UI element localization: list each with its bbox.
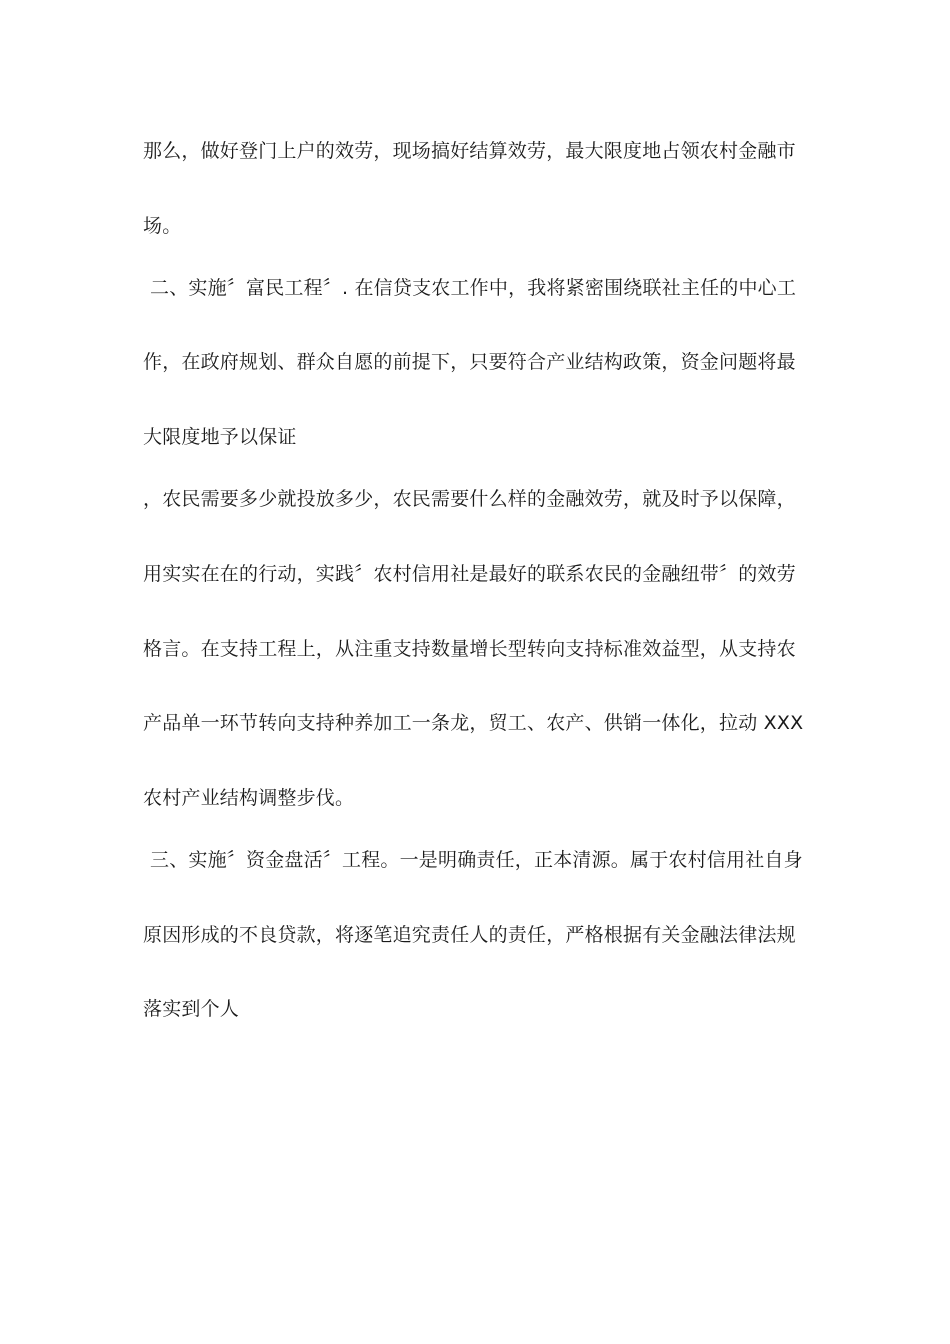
paragraph-line: 农村产业结构调整步伐。 — [143, 787, 355, 809]
paragraph-line: 大限度地予以保证 — [143, 426, 297, 448]
paragraph-line: 原因形成的不良贷款，将逐笔追究责任人的责任，严格根据有关金融法律法规 — [143, 924, 796, 946]
paragraph-line: 那么，做好登门上户的效劳，现场搞好结算效劳，最大限度地占领农村金融市 — [143, 140, 796, 162]
paragraph-line: 场。 — [143, 215, 182, 237]
section-heading-line: 三、实施〞资金盘活〞工程。一是明确责任，正本清源。属于农村信用社自身 — [150, 849, 803, 871]
paragraph-line: 作，在政府规划、群众自愿的前提下，只要符合产业结构政策，资金问题将最 — [143, 351, 796, 373]
paragraph-line: 产品单一环节转向支持种养加工一条龙，贸工、农产、供销一体化，拉动 XXX — [143, 712, 804, 734]
paragraph-line: 落实到个人 — [143, 998, 240, 1020]
paragraph-line: ，农民需要多少就投放多少，农民需要什么样的金融效劳，就及时予以保障， — [143, 488, 796, 510]
section-heading-line: 二、实施〞富民工程〞. 在信贷支农工作中，我将紧密围绕联社主任的中心工 — [150, 277, 797, 299]
paragraph-line: 格言。在支持工程上，从注重支持数量增长型转向支持标准效益型，从支持农 — [143, 638, 796, 660]
paragraph-line: 用实实在在的行动，实践〞农村信用社是最好的联系农民的金融纽带〞的效劳 — [143, 563, 796, 585]
